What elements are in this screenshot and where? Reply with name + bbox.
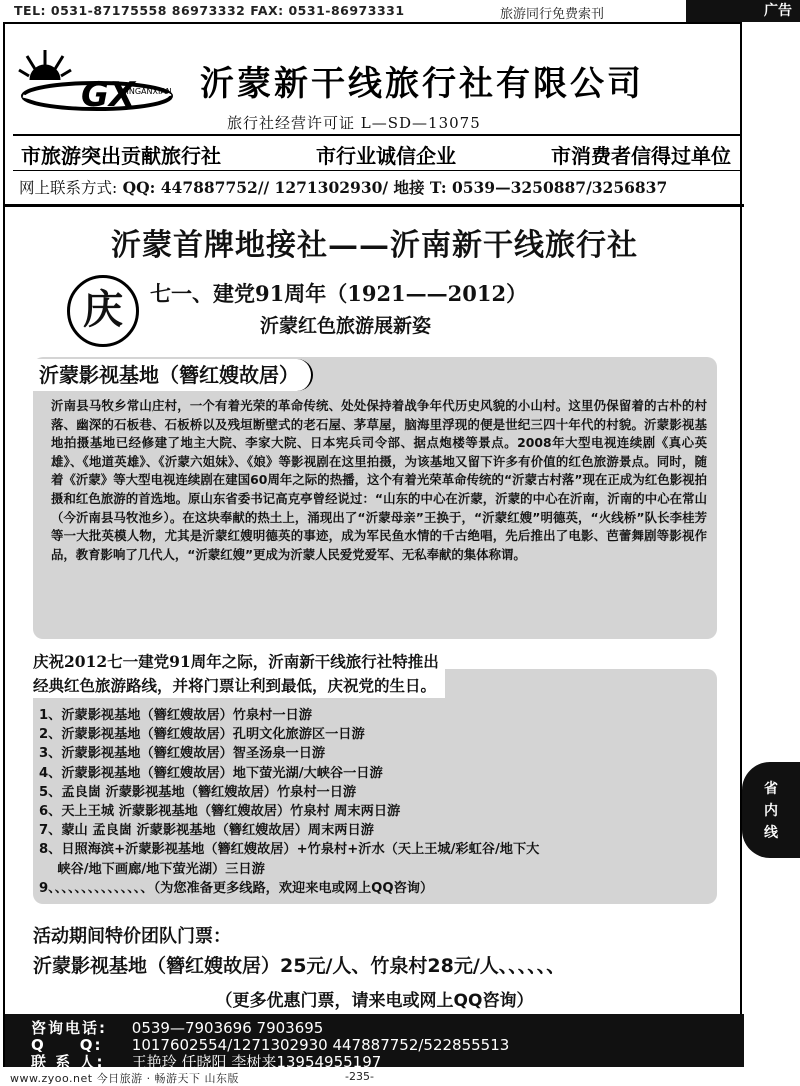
divider (5, 204, 744, 207)
honors-row (21, 140, 731, 169)
logo-text: GX (81, 75, 136, 115)
side-tab-char: 内 (764, 803, 778, 819)
online-contact (19, 176, 667, 198)
route-item: 6、天上王城 沂蒙影视基地（簪红嫂故居）竹泉村 周末两日游 (39, 804, 401, 820)
side-tab-province-routes (742, 762, 800, 858)
subtitle: 沂蒙红色旅游展新姿 (260, 315, 432, 337)
route-item: 1、沂蒙影视基地（簪红嫂故居）竹泉村一日游 (39, 708, 312, 723)
bottom-strip (0, 1069, 800, 1086)
divider (13, 170, 740, 171)
section1-title: 沂蒙影视基地（簪红嫂故居） (33, 359, 313, 391)
promo-line-1: 庆祝2012七一建党91周年之际，沂南新干线旅行社特推出 (33, 650, 445, 674)
top-strip (0, 0, 800, 22)
page-number: -235- (345, 1070, 374, 1083)
site-footer: www.zyoo.net 今日旅游 · 畅游天下 山东版 (10, 1072, 240, 1085)
promo-text (33, 650, 445, 698)
route-item: 9、、、、、、、、、、、、、、、（为您准备更多线路，欢迎来电或网上QQ咨询） (39, 880, 434, 896)
honor-3: 市消费者信得过单位 (551, 144, 731, 168)
ad-tag: 广告 (686, 0, 800, 22)
route-item: 7、蒙山 孟良崮 沂蒙影视基地（簪红嫂故居）周末两日游 (39, 823, 374, 839)
ticket-prices: 沂蒙影视基地（簪红嫂故居）25元/人、竹泉村28元/人、、、、、、 (33, 955, 566, 977)
route-item: 峡谷/地下画廊/地下萤光湖）三日游 (39, 861, 265, 877)
qq-value: 1017602554/1271302930 447887752/522855513 (131, 1036, 510, 1054)
license-number: 旅行社经营许可证 L—SD—13075 (227, 114, 481, 132)
company-logo (17, 44, 197, 122)
phone-value: 0539—7903696 7903695 (131, 1019, 324, 1037)
top-contact: TEL: 0531-87175558 86973332 FAX: 0531-86973331 (14, 3, 405, 18)
ticket-more: （更多优惠门票，请来电或网上QQ咨询） (215, 991, 534, 1011)
side-tab-char: 省 (764, 781, 778, 797)
contact-label: 联 系 人: (31, 1053, 105, 1071)
route-item: 8、日照海滨+沂蒙影视基地（簪红嫂故居）+竹泉村+沂水（天上王城/彩虹谷/地下大 (39, 842, 540, 858)
phone-label: 咨询电话: (31, 1019, 107, 1037)
side-tab-char: 线 (764, 825, 778, 841)
route-list (39, 706, 709, 898)
logo-subtext: XINGANXIAN (121, 87, 172, 96)
online-contact-label: 网上联系方式: (19, 179, 118, 197)
online-contact-value: QQ: 447887752// 1271302930/ 地接 T: 0539—3250887/3256837 (122, 178, 668, 197)
section1-body: 沂南县马牧乡常山庄村，一个有着光荣的革命传统、处处保持着战争年代历史风貌的小山村。这里仍保留着的古朴的村落、幽深的石板巷、石板桥以及残垣断壁式的老石屋、茅草屋，脑海里浮现的便是世纪三四十年代的村貌。沂蒙影视基地拍摄基地已经修建了地主大院、李家大院、日本宪兵司令部、据点炮楼等景点。2008年大型电视连续剧《真心英雄》、《地道英雄》、《沂蒙六姐妹》、《娘》等影视剧在这里拍摄，为该基地又留下许多有价值的红色旅游景点。同时，随着《沂蒙》等大型电视连续剧在建国60周年之际的热播，这个有着光荣革命传统的“沂蒙古村落”现在正成为红色影视拍摄和红色旅游的首选地。原山东省委书记高克亭曾经说过：“山东的中心在沂蒙，沂蒙的中心在沂南，沂南的中心在常山（今沂南县马牧池乡）。在这块奉献的热土上，涌现出了“沂蒙母亲”王换于，“沂蒙红嫂”明德英，“火线桥”队长李桂芳等一大批英模人物，尤其是沂蒙红嫂明德英的事迹，成为军民鱼水情的千古绝唱，先后推出了电影、芭蕾舞剧等影视作品，教育影响了几代人，“沂蒙红嫂”更成为沂蒙人民爱党爱军、无私奉献的集体称谓。 (51, 398, 707, 562)
celebrate-badge: 庆 (67, 275, 139, 347)
route-item: 3、沂蒙影视基地（簪红嫂故居）智圣汤泉一日游 (39, 746, 326, 762)
route-item: 2、沂蒙影视基地（簪红嫂故居）孔明文化旅游区一日游 (39, 727, 365, 743)
ticket-heading: 活动期间特价团队门票： (33, 926, 231, 947)
contact-value: 王艳玲 任晓阳 李树来13954955197 (131, 1053, 382, 1071)
sun-rays-icon (19, 50, 71, 80)
honor-2: 市行业诚信企业 (316, 144, 456, 168)
qq-label: Q Q: (31, 1036, 103, 1054)
route-item: 4、沂蒙影视基地（簪红嫂故居）地下萤光湖/大峡谷一日游 (39, 765, 383, 781)
divider (13, 134, 740, 136)
footer-contact (5, 1014, 744, 1071)
ad-panel (3, 22, 742, 1071)
honor-1: 市旅游突出贡献旅行社 (21, 144, 221, 168)
company-name: 沂蒙新干线旅行社有限公司 (200, 64, 644, 104)
promo-line-2: 经典红色旅游路线，并将门票让利到最低，庆祝党的生日。 (33, 674, 445, 698)
free-index-note: 旅游同行免费索刊 (500, 7, 605, 22)
route-item: 5、孟良崮 沂蒙影视基地（簪红嫂故居）竹泉村一日游 (39, 784, 357, 800)
anniversary-title: 七一、建党91周年（1921——2012） (150, 281, 528, 306)
headline: 沂蒙首牌地接社——沂南新干线旅行社 (111, 228, 638, 263)
